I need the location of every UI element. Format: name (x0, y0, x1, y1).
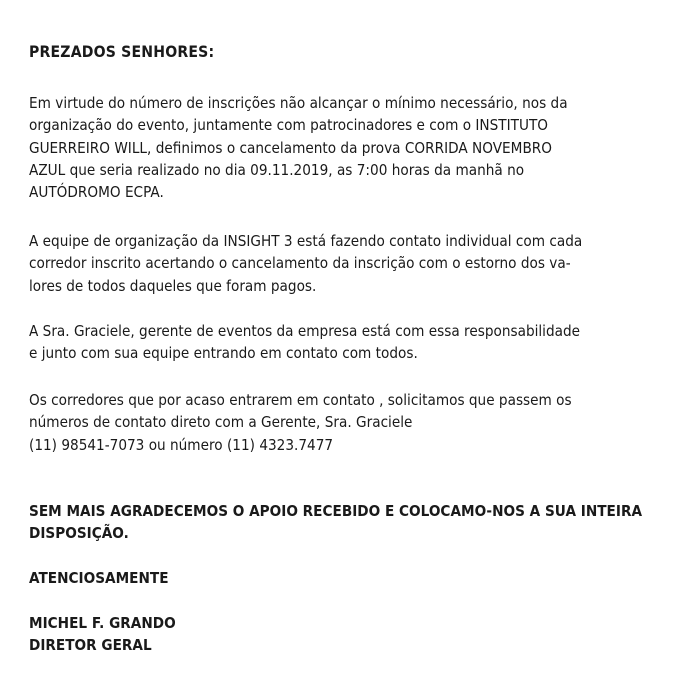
regards-line: ATENCIOSAMENTE (29, 569, 169, 587)
paragraph-refund-contact (29, 230, 677, 297)
salutation-heading: PREZADOS SENHORES: (29, 42, 215, 61)
paragraph-cancellation-notice (29, 92, 677, 203)
paragraph-manager-responsibility (29, 320, 677, 365)
signature-name: MICHEL F. GRANDO (29, 614, 176, 632)
paragraph-line: GUERREIRO WILL, definimos o cancelamento da prova CORRIDA NOVEMBRO (29, 138, 553, 157)
closing-line: DISPOSIÇÃO. (29, 524, 129, 543)
paragraph-contact-numbers (29, 389, 677, 456)
paragraph-line: AUTÓDROMO ECPA. (29, 183, 164, 202)
regards-text (29, 567, 169, 589)
paragraph-line: A Sra. Graciele, gerente de eventos da empresa está com essa responsabilidade (29, 322, 581, 340)
closing-statement (29, 500, 642, 545)
paragraph-line: organização do evento, juntamente com patrocinadores e com o INSTITUTO (29, 116, 549, 135)
signature-title: DIRETOR GERAL (29, 636, 152, 655)
paragraph-line: AZUL que seria realizado no dia 09.11.2019, as 7:00 horas da manhã no (29, 160, 525, 179)
paragraph-line: números de contato direto com a Gerente, Sra. Graciele (29, 413, 413, 432)
paragraph-line: e junto com sua equipe entrando em contato com todos. (29, 344, 418, 363)
signature-block (29, 612, 176, 657)
paragraph-line: Em virtude do número de inscrições não alcançar o mínimo necessário, nos da (29, 94, 568, 112)
paragraph-line: Os corredores que por acaso entrarem em contato , solicitamos que passem os (29, 391, 572, 409)
paragraph-line: corredor inscrito acertando o cancelamento da inscrição com o estorno dos va- (29, 254, 571, 273)
paragraph-line: A equipe de organização da INSIGHT 3 está fazendo contato individual com cada (29, 232, 583, 250)
closing-line: SEM MAIS AGRADECEMOS O APOIO RECEBIDO E COLOCAMO-NOS A SUA INTEIRA (29, 502, 643, 520)
paragraph-line: lores de todos daqueles que foram pagos. (29, 276, 317, 295)
phone-numbers-line: (11) 98541-7073 ou número (11) 4323.7477 (29, 435, 334, 454)
